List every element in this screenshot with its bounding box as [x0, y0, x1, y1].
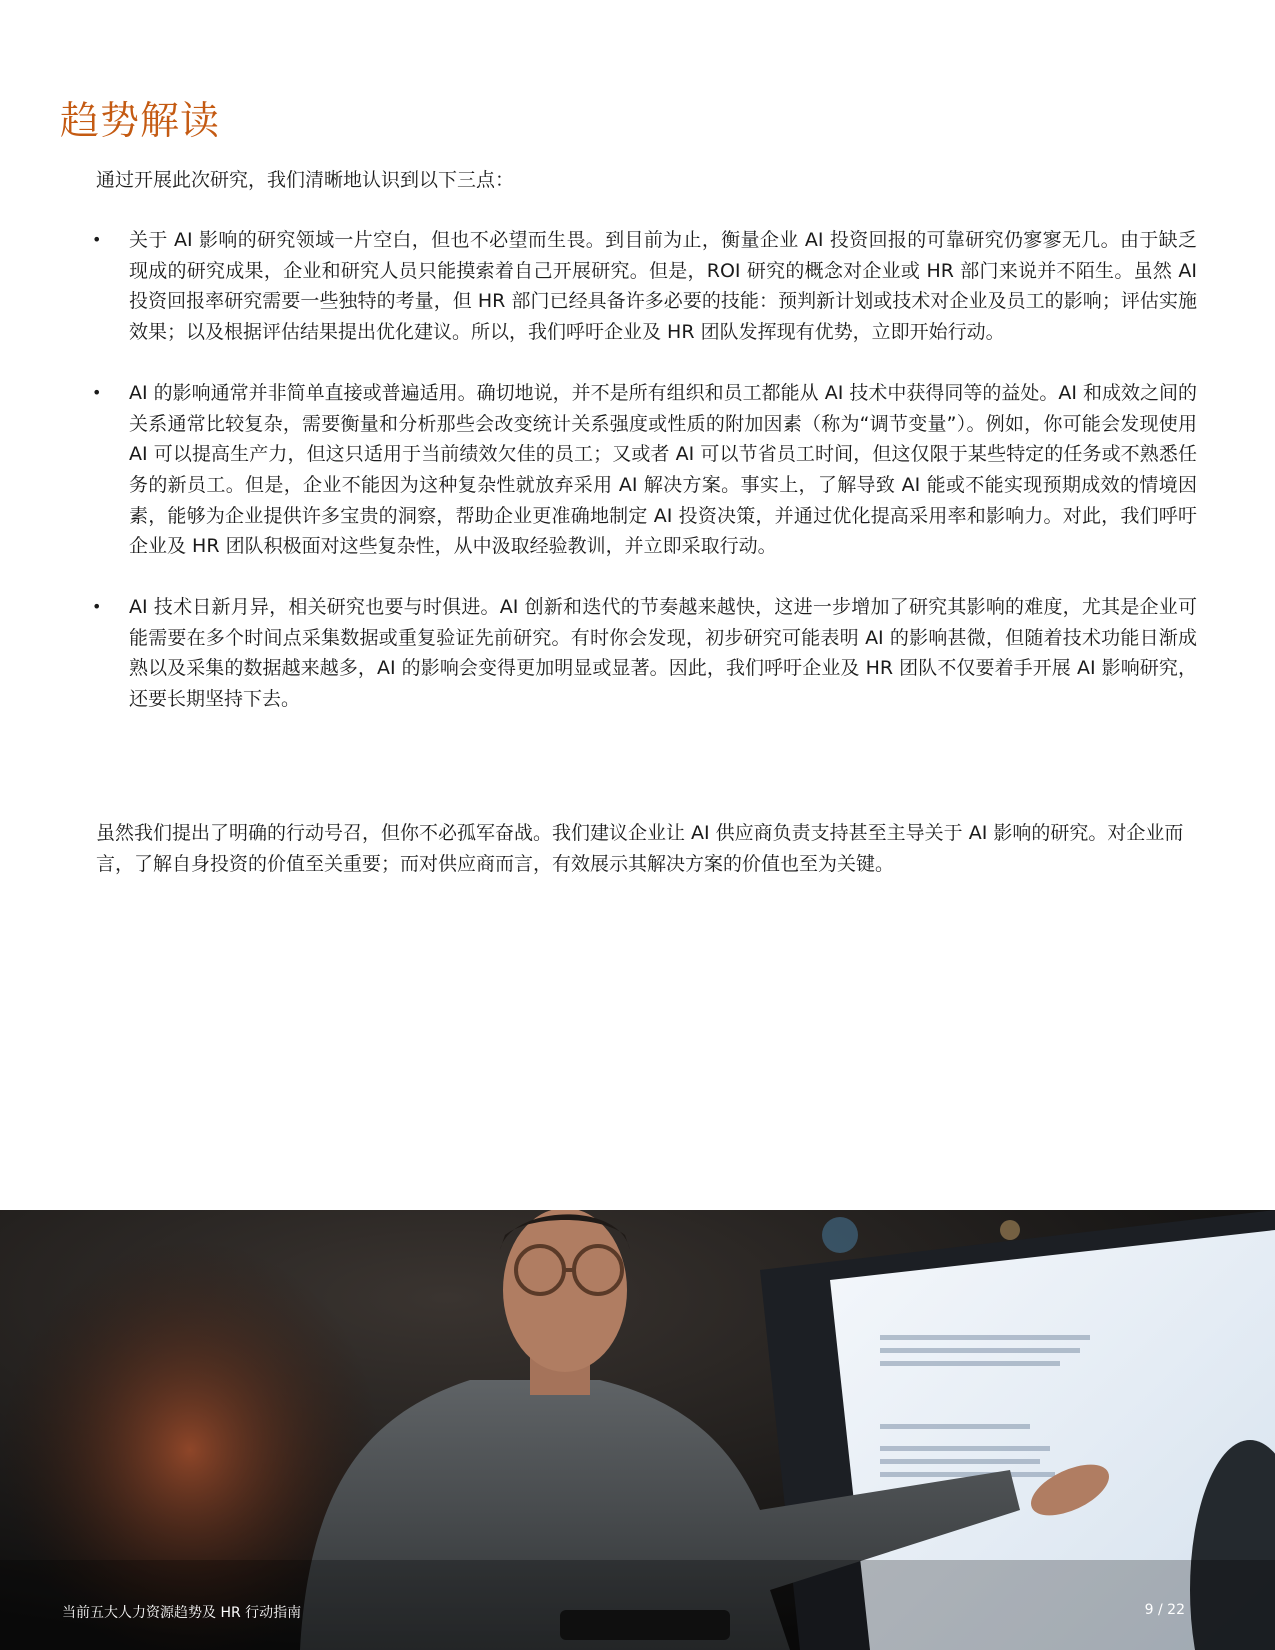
finding-bullet-3: • AI 技术日新月异，相关研究也要与时俱进。AI 创新和迭代的节奏越来越快，这进一步增加了研究其影响的难度，尤其是企业可能需要在多个时间点采集数据或重复验证先前研究。有时你会发现，初步研究可能表明 AI 的影响甚微，但随着技术功能日渐成熟以及采集的数据越来越多，AI 的影响会变得更加明显或显著。因此，我们呼吁企业及 HR 团队不仅要着手开展 AI 影响研究，还要长期坚持下去。	[92, 592, 1197, 715]
footer-doc-title: 当前五大人力资源趋势及 HR 行动指南	[62, 1605, 302, 1621]
page-title: 趋势解读	[60, 99, 221, 144]
findings-list	[92, 225, 1197, 715]
presenter-photo	[0, 1210, 1275, 1650]
intro-paragraph: 通过开展此次研究，我们清晰地认识到以下三点：	[96, 169, 515, 191]
closing-paragraph: 虽然我们提出了明确的行动号召，但你不必孤军奋战。我们建议企业让 AI 供应商负责支持甚至主导关于 AI 影响的研究。对企业而言，了解自身投资的价值至关重要；而对供应商而言，有效展示其解决方案的价值也至为关键。	[96, 822, 1184, 875]
finding-bullet-1: • 关于 AI 影响的研究领域一片空白，但也不必望而生畏。到目前为止，衡量企业 AI 投资回报的可靠研究仍寥寥无几。由于缺乏现成的研究成果，企业和研究人员只能摸索着自己开展研究。但是，ROI 研究的概念对企业或 HR 部门来说并不陌生。虽然 AI 投资回报率研究需要一些独特的考量，但 HR 部门已经具备许多必要的技能：预判新计划或技术对企业及员工的影响；评估实施效果；以及根据评估结果提出优化建议。所以，我们呼吁企业及 HR 团队发挥现有优势，立即开始行动。	[92, 225, 1197, 348]
page-number: 9 / 22	[1144, 1602, 1185, 1618]
finding-bullet-2: • AI 的影响通常并非简单直接或普遍适用。确切地说，并不是所有组织和员工都能从 AI 技术中获得同等的益处。AI 和成效之间的关系通常比较复杂，需要衡量和分析那些会改变统计关系强度或性质的附加因素（称为“调节变量”）。例如，你可能会发现使用 AI 可以提高生产力，但这只适用于当前绩效欠佳的员工；又或者 AI 可以节省员工时间，但这仅限于某些特定的任务或不熟悉任务的新员工。但是，企业不能因为这种复杂性就放弃采用 AI 解决方案。事实上，了解导致 AI 能或不能实现预期成效的情境因素，能够为企业提供许多宝贵的洞察，帮助企业更准确地制定 AI 投资决策，并通过优化提高采用率和影响力。对此，我们呼吁企业及 HR 团队积极面对这些复杂性，从中汲取经验教训，并立即采取行动。	[92, 378, 1197, 562]
